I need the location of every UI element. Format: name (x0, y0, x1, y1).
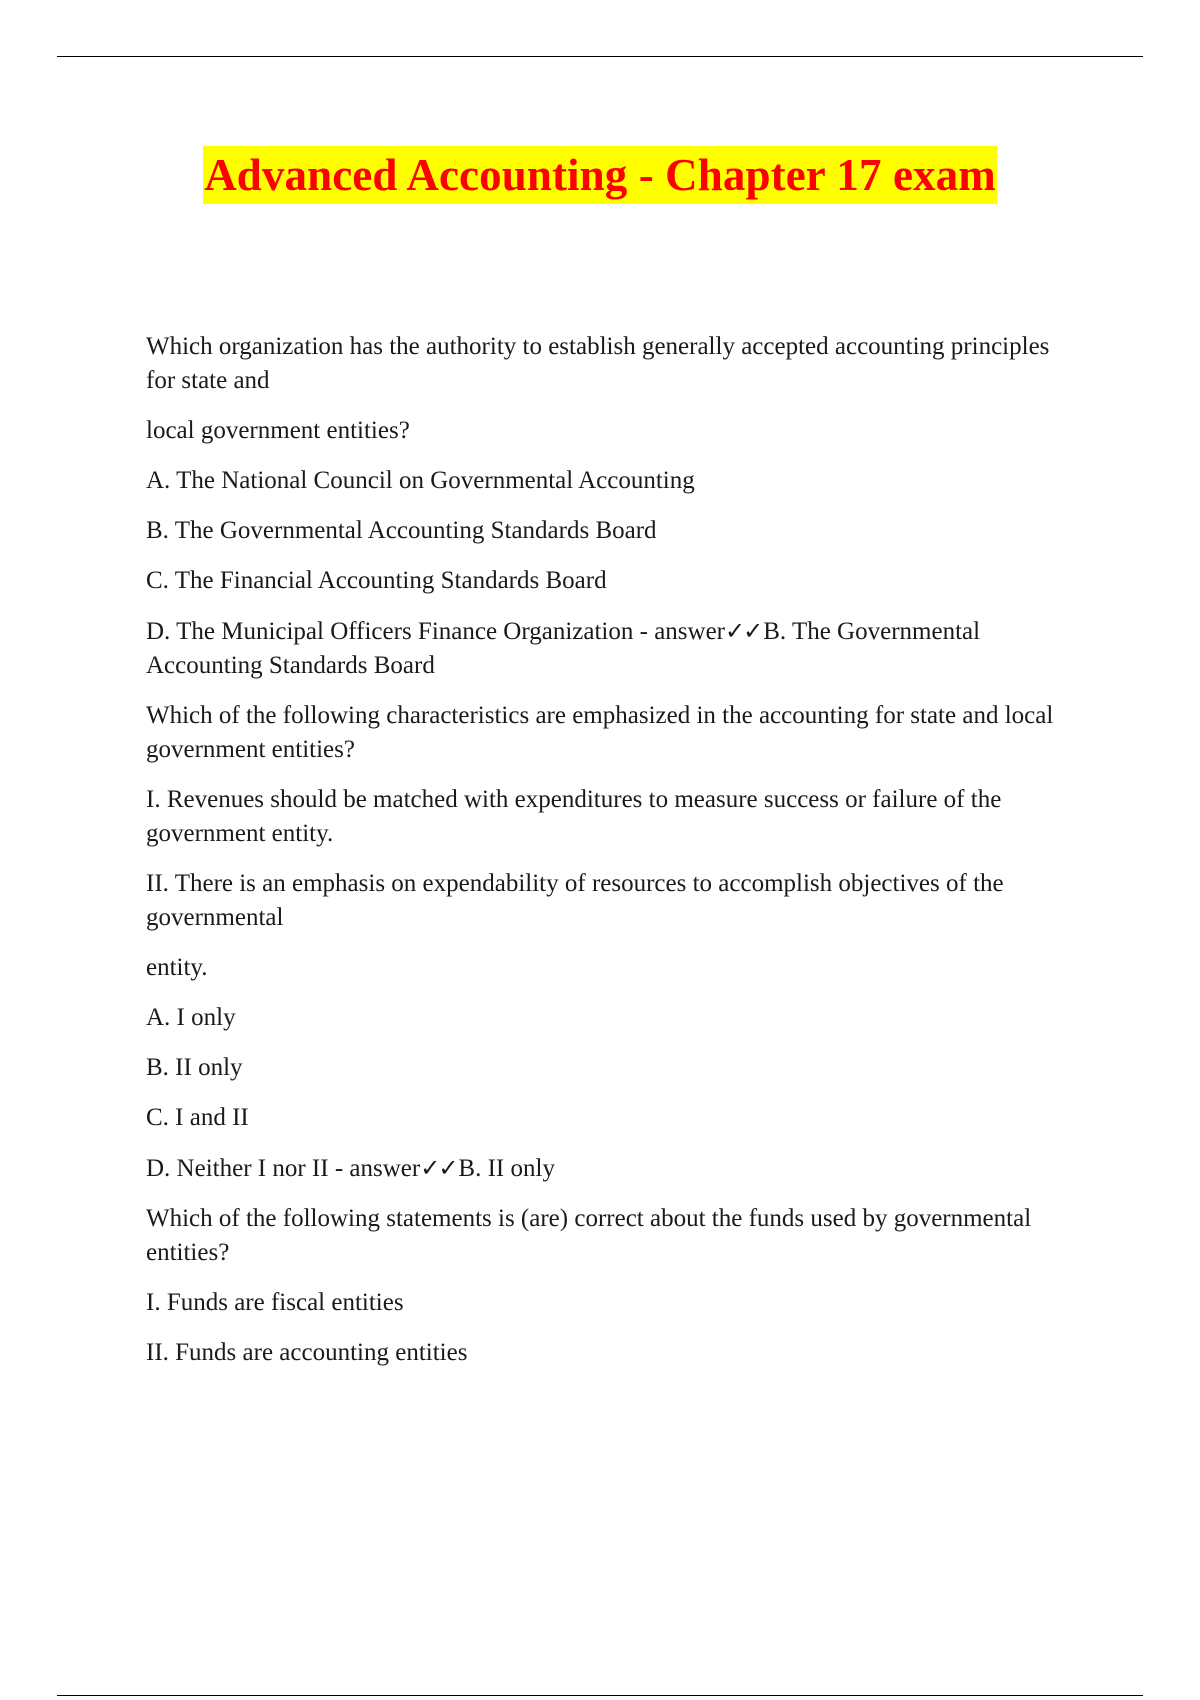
footer-rule (57, 1695, 1143, 1696)
question-1-text: Which organization has the authority to establish generally accepted accounting principles for state and (146, 333, 1050, 394)
question-2-statement-i: I. Revenues should be matched with expenditures to measure success or failure of the government entity. (146, 786, 1002, 847)
question-2-option-c: C. I and II (146, 1104, 249, 1131)
question-1-option-b: B. The Governmental Accounting Standards Board (146, 517, 657, 544)
question-3-text: Which of the following statements is (are) correct about the funds used by governmental entities? (146, 1205, 1032, 1266)
question-1-option-d: D. The Municipal Officers Finance Organization - answer (146, 618, 725, 645)
question-2-option-d-with-answer (146, 1151, 1076, 1186)
question-1-option-a: A. The National Council on Governmental Accounting (146, 467, 695, 494)
question-3-statement-ii: II. Funds are accounting entities (146, 1339, 468, 1366)
question-1-option-c: C. The Financial Accounting Standards Board (146, 567, 607, 594)
document-body (146, 330, 1076, 1386)
check-icon: ✓✓ (420, 1154, 457, 1182)
question-2-answer: B. II only (458, 1155, 555, 1182)
header-rule (57, 56, 1143, 57)
question-1-answer: B. The Governmental Accounting Standards Board (146, 618, 981, 679)
question-2-statement-ii: II. There is an emphasis on expendability of resources to accomplish objectives of the governmental (146, 870, 1004, 931)
question-2-option-b: B. II only (146, 1054, 243, 1081)
question-1-option-d-with-answer (146, 614, 1076, 683)
question-3-statement-i: I. Funds are fiscal entities (146, 1289, 404, 1316)
question-1-text-continued: local government entities? (146, 417, 410, 444)
question-2-option-a: A. I only (146, 1004, 236, 1031)
document-title: Advanced Accounting - Chapter 17 exam (203, 146, 997, 204)
question-2-statement-ii-continued: entity. (146, 954, 208, 981)
question-2-option-d: D. Neither I nor II - answer (146, 1155, 421, 1182)
question-2-text: Which of the following characteristics are emphasized in the accounting for state and local government entities? (146, 702, 1054, 763)
check-icon: ✓✓ (725, 617, 762, 645)
title-container (0, 146, 1200, 204)
